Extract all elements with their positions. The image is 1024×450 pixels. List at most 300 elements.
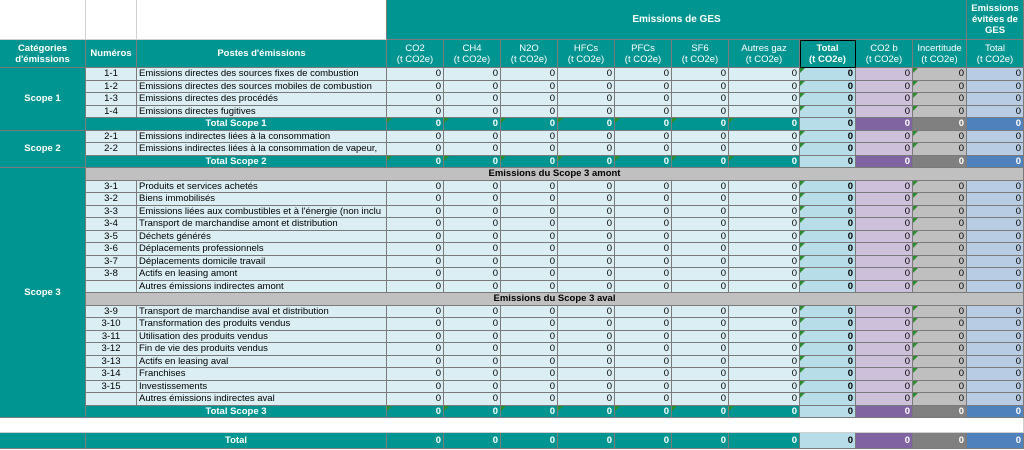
- blank-cell[interactable]: [0, 0, 86, 40]
- total-value-cell[interactable]: 0: [729, 156, 800, 168]
- total-cell[interactable]: 0: [800, 156, 856, 168]
- total-value-cell[interactable]: 0: [558, 118, 615, 131]
- co2b-cell[interactable]: 0: [856, 318, 913, 331]
- value-cell[interactable]: 0: [615, 268, 672, 281]
- value-cell[interactable]: 0: [387, 106, 444, 118]
- value-cell[interactable]: 0: [387, 368, 444, 381]
- total-value-cell[interactable]: 0: [501, 118, 558, 131]
- total-cell[interactable]: 0: [800, 268, 856, 281]
- column-header-co2b[interactable]: [856, 40, 913, 68]
- value-cell[interactable]: 0: [558, 231, 615, 243]
- row-label[interactable]: Actifs en leasing amont: [137, 268, 387, 281]
- total-cell[interactable]: 0: [800, 106, 856, 118]
- value-cell[interactable]: 0: [501, 68, 558, 81]
- value-cell[interactable]: 0: [501, 268, 558, 281]
- row-number[interactable]: 3-1: [86, 181, 137, 193]
- value-cell[interactable]: 0: [387, 281, 444, 293]
- total-value-cell[interactable]: 0: [387, 406, 444, 418]
- value-cell[interactable]: 0: [729, 193, 800, 206]
- co2b-cell[interactable]: 0: [856, 331, 913, 343]
- value-cell[interactable]: 0: [387, 131, 444, 143]
- row-number[interactable]: 2-2: [86, 143, 137, 156]
- value-cell[interactable]: 0: [729, 81, 800, 93]
- incertitude-cell[interactable]: 0: [913, 368, 967, 381]
- incertitude-cell[interactable]: 0: [913, 331, 967, 343]
- value-cell[interactable]: 0: [501, 256, 558, 268]
- grand-total-co2b-cell[interactable]: 0: [856, 433, 913, 449]
- total-value-cell[interactable]: 0: [615, 118, 672, 131]
- blank-cell[interactable]: [86, 0, 137, 40]
- postes-header[interactable]: [137, 40, 387, 68]
- value-cell[interactable]: 0: [558, 268, 615, 281]
- row-label[interactable]: Actifs en leasing aval: [137, 356, 387, 368]
- value-cell[interactable]: 0: [729, 206, 800, 218]
- total-cell[interactable]: 0: [800, 393, 856, 406]
- value-cell[interactable]: 0: [444, 206, 501, 218]
- scope3-category[interactable]: [0, 168, 86, 418]
- value-cell[interactable]: 0: [387, 68, 444, 81]
- value-cell[interactable]: 0: [387, 181, 444, 193]
- value-cell[interactable]: 0: [501, 393, 558, 406]
- row-number[interactable]: 3-3: [86, 206, 137, 218]
- total-value-cell[interactable]: 0: [444, 118, 501, 131]
- total-value-cell[interactable]: 0: [444, 406, 501, 418]
- scope2-category[interactable]: [0, 131, 86, 168]
- value-cell[interactable]: 0: [672, 181, 729, 193]
- co2b-cell[interactable]: 0: [856, 106, 913, 118]
- total-cell[interactable]: 0: [800, 406, 856, 418]
- value-cell[interactable]: 0: [558, 68, 615, 81]
- row-label[interactable]: Emissions indirectes liées à la consommation de vapeur,: [137, 143, 387, 156]
- incertitude-cell[interactable]: 0: [913, 343, 967, 356]
- subsection-header[interactable]: Emissions du Scope 3 aval: [86, 293, 1024, 306]
- value-cell[interactable]: 0: [501, 231, 558, 243]
- avoided-cell[interactable]: 0: [967, 243, 1024, 256]
- value-cell[interactable]: 0: [501, 381, 558, 393]
- total-cell[interactable]: 0: [800, 218, 856, 231]
- avoided-cell[interactable]: 0: [967, 218, 1024, 231]
- value-cell[interactable]: 0: [615, 193, 672, 206]
- avoided-cell[interactable]: 0: [967, 231, 1024, 243]
- value-cell[interactable]: 0: [615, 356, 672, 368]
- value-cell[interactable]: 0: [672, 143, 729, 156]
- value-cell[interactable]: 0: [444, 281, 501, 293]
- value-cell[interactable]: 0: [444, 131, 501, 143]
- incertitude-cell[interactable]: 0: [913, 381, 967, 393]
- row-number[interactable]: 3-14: [86, 368, 137, 381]
- numeros-header[interactable]: [86, 40, 137, 68]
- value-cell[interactable]: 0: [387, 343, 444, 356]
- avoided-total-cell[interactable]: 0: [967, 406, 1024, 418]
- incertitude-cell[interactable]: 0: [913, 193, 967, 206]
- value-cell[interactable]: 0: [558, 243, 615, 256]
- avoided-cell[interactable]: 0: [967, 281, 1024, 293]
- value-cell[interactable]: 0: [387, 243, 444, 256]
- avoided-cell[interactable]: 0: [967, 68, 1024, 81]
- value-cell[interactable]: 0: [729, 331, 800, 343]
- incertitude-cell[interactable]: 0: [913, 143, 967, 156]
- value-cell[interactable]: 0: [615, 218, 672, 231]
- value-cell[interactable]: 0: [615, 81, 672, 93]
- value-cell[interactable]: 0: [615, 368, 672, 381]
- value-cell[interactable]: 0: [387, 81, 444, 93]
- value-cell[interactable]: 0: [501, 218, 558, 231]
- total-cell[interactable]: 0: [800, 356, 856, 368]
- value-cell[interactable]: 0: [558, 206, 615, 218]
- value-cell[interactable]: 0: [444, 193, 501, 206]
- co2b-total-cell[interactable]: 0: [856, 406, 913, 418]
- incertitude-cell[interactable]: 0: [913, 318, 967, 331]
- grand-total-cell[interactable]: 0: [800, 433, 856, 449]
- value-cell[interactable]: 0: [615, 106, 672, 118]
- incertitude-cell[interactable]: 0: [913, 243, 967, 256]
- value-cell[interactable]: 0: [444, 243, 501, 256]
- value-cell[interactable]: 0: [501, 93, 558, 106]
- value-cell[interactable]: 0: [501, 143, 558, 156]
- co2b-cell[interactable]: 0: [856, 81, 913, 93]
- incertitude-cell[interactable]: 0: [913, 106, 967, 118]
- avoided-cell[interactable]: 0: [967, 106, 1024, 118]
- incertitude-cell[interactable]: 0: [913, 281, 967, 293]
- column-header-hfcs[interactable]: [558, 40, 615, 68]
- total-value-cell[interactable]: 0: [444, 156, 501, 168]
- value-cell[interactable]: 0: [501, 81, 558, 93]
- value-cell[interactable]: 0: [387, 256, 444, 268]
- value-cell[interactable]: 0: [729, 368, 800, 381]
- blank-row[interactable]: [0, 418, 1024, 433]
- value-cell[interactable]: 0: [558, 131, 615, 143]
- value-cell[interactable]: 0: [501, 281, 558, 293]
- total-value-cell[interactable]: 0: [501, 156, 558, 168]
- value-cell[interactable]: 0: [672, 368, 729, 381]
- avoided-cell[interactable]: 0: [967, 93, 1024, 106]
- value-cell[interactable]: 0: [558, 331, 615, 343]
- column-header-ch4[interactable]: [444, 40, 501, 68]
- value-cell[interactable]: 0: [501, 106, 558, 118]
- value-cell[interactable]: 0: [672, 343, 729, 356]
- value-cell[interactable]: 0: [729, 256, 800, 268]
- co2b-cell[interactable]: 0: [856, 193, 913, 206]
- co2b-cell[interactable]: 0: [856, 231, 913, 243]
- grand-total-label[interactable]: Total: [86, 433, 387, 449]
- avoided-cell[interactable]: 0: [967, 368, 1024, 381]
- avoided-cell[interactable]: 0: [967, 343, 1024, 356]
- value-cell[interactable]: 0: [444, 93, 501, 106]
- row-label[interactable]: Emissions directes des sources fixes de combustion: [137, 68, 387, 81]
- value-cell[interactable]: 0: [501, 306, 558, 318]
- value-cell[interactable]: 0: [672, 393, 729, 406]
- value-cell[interactable]: 0: [558, 356, 615, 368]
- grand-total-value-cell[interactable]: 0: [615, 433, 672, 449]
- value-cell[interactable]: 0: [615, 281, 672, 293]
- value-cell[interactable]: 0: [615, 306, 672, 318]
- value-cell[interactable]: 0: [387, 218, 444, 231]
- co2b-cell[interactable]: 0: [856, 343, 913, 356]
- incertitude-cell[interactable]: 0: [913, 268, 967, 281]
- column-header-incertitude[interactable]: [913, 40, 967, 68]
- value-cell[interactable]: 0: [387, 93, 444, 106]
- row-label[interactable]: Utilisation des produits vendus: [137, 331, 387, 343]
- incertitude-cell[interactable]: 0: [913, 181, 967, 193]
- value-cell[interactable]: 0: [672, 331, 729, 343]
- value-cell[interactable]: 0: [729, 131, 800, 143]
- avoided-group-header[interactable]: [967, 0, 1024, 40]
- grand-total-value-cell[interactable]: 0: [672, 433, 729, 449]
- row-label[interactable]: Fin de vie des produits vendus: [137, 343, 387, 356]
- row-label[interactable]: Transport de marchandise amont et distribution: [137, 218, 387, 231]
- value-cell[interactable]: 0: [558, 368, 615, 381]
- incertitude-cell[interactable]: 0: [913, 231, 967, 243]
- row-number[interactable]: 3-8: [86, 268, 137, 281]
- co2b-cell[interactable]: 0: [856, 206, 913, 218]
- value-cell[interactable]: 0: [501, 331, 558, 343]
- row-label[interactable]: Emissions directes des sources mobiles de combustion: [137, 81, 387, 93]
- co2b-cell[interactable]: 0: [856, 268, 913, 281]
- value-cell[interactable]: 0: [387, 206, 444, 218]
- value-cell[interactable]: 0: [672, 268, 729, 281]
- value-cell[interactable]: 0: [615, 343, 672, 356]
- total-cell[interactable]: 0: [800, 306, 856, 318]
- value-cell[interactable]: 0: [615, 318, 672, 331]
- total-cell[interactable]: 0: [800, 256, 856, 268]
- value-cell[interactable]: 0: [672, 81, 729, 93]
- total-cell[interactable]: 0: [800, 318, 856, 331]
- value-cell[interactable]: 0: [672, 218, 729, 231]
- column-header-avoided-total[interactable]: [967, 40, 1024, 68]
- value-cell[interactable]: 0: [558, 343, 615, 356]
- value-cell[interactable]: 0: [501, 318, 558, 331]
- row-label[interactable]: Déchets générés: [137, 231, 387, 243]
- value-cell[interactable]: 0: [615, 206, 672, 218]
- avoided-cell[interactable]: 0: [967, 131, 1024, 143]
- value-cell[interactable]: 0: [387, 381, 444, 393]
- value-cell[interactable]: 0: [672, 68, 729, 81]
- total-cell[interactable]: 0: [800, 281, 856, 293]
- co2b-total-cell[interactable]: 0: [856, 156, 913, 168]
- co2b-cell[interactable]: 0: [856, 393, 913, 406]
- avoided-cell[interactable]: 0: [967, 393, 1024, 406]
- value-cell[interactable]: 0: [672, 231, 729, 243]
- value-cell[interactable]: 0: [558, 106, 615, 118]
- row-number[interactable]: 2-1: [86, 131, 137, 143]
- co2b-cell[interactable]: 0: [856, 306, 913, 318]
- value-cell[interactable]: 0: [672, 356, 729, 368]
- row-label[interactable]: Transformation des produits vendus: [137, 318, 387, 331]
- total-value-cell[interactable]: 0: [501, 406, 558, 418]
- value-cell[interactable]: 0: [501, 193, 558, 206]
- total-value-cell[interactable]: 0: [729, 406, 800, 418]
- value-cell[interactable]: 0: [729, 181, 800, 193]
- avoided-cell[interactable]: 0: [967, 331, 1024, 343]
- total-cell[interactable]: 0: [800, 181, 856, 193]
- value-cell[interactable]: 0: [729, 143, 800, 156]
- avoided-cell[interactable]: 0: [967, 181, 1024, 193]
- row-number[interactable]: 3-4: [86, 218, 137, 231]
- co2b-cell[interactable]: 0: [856, 181, 913, 193]
- value-cell[interactable]: 0: [444, 81, 501, 93]
- row-number[interactable]: 1-2: [86, 81, 137, 93]
- value-cell[interactable]: 0: [672, 306, 729, 318]
- grand-total-avoided-cell[interactable]: 0: [967, 433, 1024, 449]
- total-cell[interactable]: 0: [800, 143, 856, 156]
- value-cell[interactable]: 0: [558, 81, 615, 93]
- co2b-cell[interactable]: 0: [856, 356, 913, 368]
- total-value-cell[interactable]: 0: [615, 406, 672, 418]
- total-value-cell[interactable]: 0: [387, 156, 444, 168]
- value-cell[interactable]: 0: [615, 243, 672, 256]
- value-cell[interactable]: 0: [558, 181, 615, 193]
- value-cell[interactable]: 0: [672, 93, 729, 106]
- value-cell[interactable]: 0: [387, 143, 444, 156]
- avoided-cell[interactable]: 0: [967, 143, 1024, 156]
- value-cell[interactable]: 0: [444, 343, 501, 356]
- row-label[interactable]: Emissions liées aux combustibles et à l'énergie (non inclu: [137, 206, 387, 218]
- value-cell[interactable]: 0: [615, 143, 672, 156]
- value-cell[interactable]: 0: [558, 193, 615, 206]
- value-cell[interactable]: 0: [672, 281, 729, 293]
- value-cell[interactable]: 0: [444, 381, 501, 393]
- grand-total-category[interactable]: [0, 433, 86, 449]
- avoided-cell[interactable]: 0: [967, 318, 1024, 331]
- co2b-cell[interactable]: 0: [856, 143, 913, 156]
- total-value-cell[interactable]: 0: [672, 156, 729, 168]
- value-cell[interactable]: 0: [729, 93, 800, 106]
- value-cell[interactable]: 0: [444, 368, 501, 381]
- row-label[interactable]: Autres émissions indirectes aval: [137, 393, 387, 406]
- value-cell[interactable]: 0: [558, 256, 615, 268]
- incertitude-cell[interactable]: 0: [913, 393, 967, 406]
- co2b-cell[interactable]: 0: [856, 218, 913, 231]
- value-cell[interactable]: 0: [615, 381, 672, 393]
- value-cell[interactable]: 0: [615, 256, 672, 268]
- value-cell[interactable]: 0: [672, 131, 729, 143]
- row-number[interactable]: 3-9: [86, 306, 137, 318]
- total-cell[interactable]: 0: [800, 68, 856, 81]
- total-cell[interactable]: 0: [800, 381, 856, 393]
- row-label[interactable]: Emissions directes des procédés: [137, 93, 387, 106]
- value-cell[interactable]: 0: [672, 318, 729, 331]
- column-header-pfcs[interactable]: [615, 40, 672, 68]
- value-cell[interactable]: 0: [501, 206, 558, 218]
- row-label[interactable]: Transport de marchandise aval et distribution: [137, 306, 387, 318]
- incertitude-cell[interactable]: 0: [913, 131, 967, 143]
- row-number[interactable]: [86, 281, 137, 293]
- total-cell[interactable]: 0: [800, 243, 856, 256]
- total-cell[interactable]: 0: [800, 81, 856, 93]
- total-value-cell[interactable]: 0: [558, 406, 615, 418]
- co2b-cell[interactable]: 0: [856, 281, 913, 293]
- ges-group-header[interactable]: [387, 0, 967, 40]
- value-cell[interactable]: 0: [444, 318, 501, 331]
- incertitude-cell[interactable]: 0: [913, 81, 967, 93]
- row-number[interactable]: 3-5: [86, 231, 137, 243]
- value-cell[interactable]: 0: [387, 393, 444, 406]
- scope-total-label[interactable]: Total Scope 3: [86, 406, 387, 418]
- incertitude-total-cell[interactable]: 0: [913, 118, 967, 131]
- co2b-cell[interactable]: 0: [856, 256, 913, 268]
- total-value-cell[interactable]: 0: [672, 118, 729, 131]
- row-number[interactable]: 3-6: [86, 243, 137, 256]
- incertitude-cell[interactable]: 0: [913, 218, 967, 231]
- row-label[interactable]: Déplacements professionnels: [137, 243, 387, 256]
- value-cell[interactable]: 0: [558, 306, 615, 318]
- value-cell[interactable]: 0: [729, 243, 800, 256]
- incertitude-total-cell[interactable]: 0: [913, 156, 967, 168]
- value-cell[interactable]: 0: [615, 231, 672, 243]
- avoided-cell[interactable]: 0: [967, 381, 1024, 393]
- blank-cell[interactable]: [137, 0, 387, 40]
- row-label[interactable]: Produits et services achetés: [137, 181, 387, 193]
- grand-total-value-cell[interactable]: 0: [501, 433, 558, 449]
- avoided-cell[interactable]: 0: [967, 81, 1024, 93]
- value-cell[interactable]: 0: [387, 193, 444, 206]
- value-cell[interactable]: 0: [501, 181, 558, 193]
- value-cell[interactable]: 0: [558, 93, 615, 106]
- value-cell[interactable]: 0: [672, 106, 729, 118]
- row-label[interactable]: Autres émissions indirectes amont: [137, 281, 387, 293]
- avoided-cell[interactable]: 0: [967, 206, 1024, 218]
- value-cell[interactable]: 0: [729, 281, 800, 293]
- scope-total-label[interactable]: Total Scope 1: [86, 118, 387, 131]
- value-cell[interactable]: 0: [558, 318, 615, 331]
- avoided-cell[interactable]: 0: [967, 193, 1024, 206]
- scope1-category[interactable]: [0, 68, 86, 131]
- row-label[interactable]: Déplacements domicile travail: [137, 256, 387, 268]
- value-cell[interactable]: 0: [729, 356, 800, 368]
- grand-total-value-cell[interactable]: 0: [729, 433, 800, 449]
- value-cell[interactable]: 0: [672, 243, 729, 256]
- value-cell[interactable]: 0: [729, 218, 800, 231]
- incertitude-total-cell[interactable]: 0: [913, 406, 967, 418]
- value-cell[interactable]: 0: [444, 231, 501, 243]
- avoided-cell[interactable]: 0: [967, 356, 1024, 368]
- value-cell[interactable]: 0: [387, 268, 444, 281]
- row-label[interactable]: Biens immobilisés: [137, 193, 387, 206]
- value-cell[interactable]: 0: [387, 356, 444, 368]
- value-cell[interactable]: 0: [387, 318, 444, 331]
- value-cell[interactable]: 0: [444, 331, 501, 343]
- co2b-cell[interactable]: 0: [856, 243, 913, 256]
- scope-total-label[interactable]: Total Scope 2: [86, 156, 387, 168]
- avoided-total-cell[interactable]: 0: [967, 156, 1024, 168]
- avoided-cell[interactable]: 0: [967, 256, 1024, 268]
- value-cell[interactable]: 0: [729, 393, 800, 406]
- value-cell[interactable]: 0: [729, 268, 800, 281]
- grand-total-value-cell[interactable]: 0: [387, 433, 444, 449]
- co2b-total-cell[interactable]: 0: [856, 118, 913, 131]
- value-cell[interactable]: 0: [444, 143, 501, 156]
- value-cell[interactable]: 0: [444, 356, 501, 368]
- value-cell[interactable]: 0: [387, 231, 444, 243]
- row-number[interactable]: 3-10: [86, 318, 137, 331]
- value-cell[interactable]: 0: [558, 218, 615, 231]
- value-cell[interactable]: 0: [672, 381, 729, 393]
- total-cell[interactable]: 0: [800, 331, 856, 343]
- value-cell[interactable]: 0: [444, 68, 501, 81]
- total-cell[interactable]: 0: [800, 131, 856, 143]
- column-header-autres-gaz[interactable]: [729, 40, 800, 68]
- value-cell[interactable]: 0: [729, 106, 800, 118]
- avoided-cell[interactable]: 0: [967, 268, 1024, 281]
- incertitude-cell[interactable]: 0: [913, 206, 967, 218]
- co2b-cell[interactable]: 0: [856, 131, 913, 143]
- value-cell[interactable]: 0: [729, 381, 800, 393]
- value-cell[interactable]: 0: [501, 243, 558, 256]
- total-cell[interactable]: 0: [800, 206, 856, 218]
- value-cell[interactable]: 0: [615, 393, 672, 406]
- value-cell[interactable]: 0: [672, 206, 729, 218]
- value-cell[interactable]: 0: [387, 331, 444, 343]
